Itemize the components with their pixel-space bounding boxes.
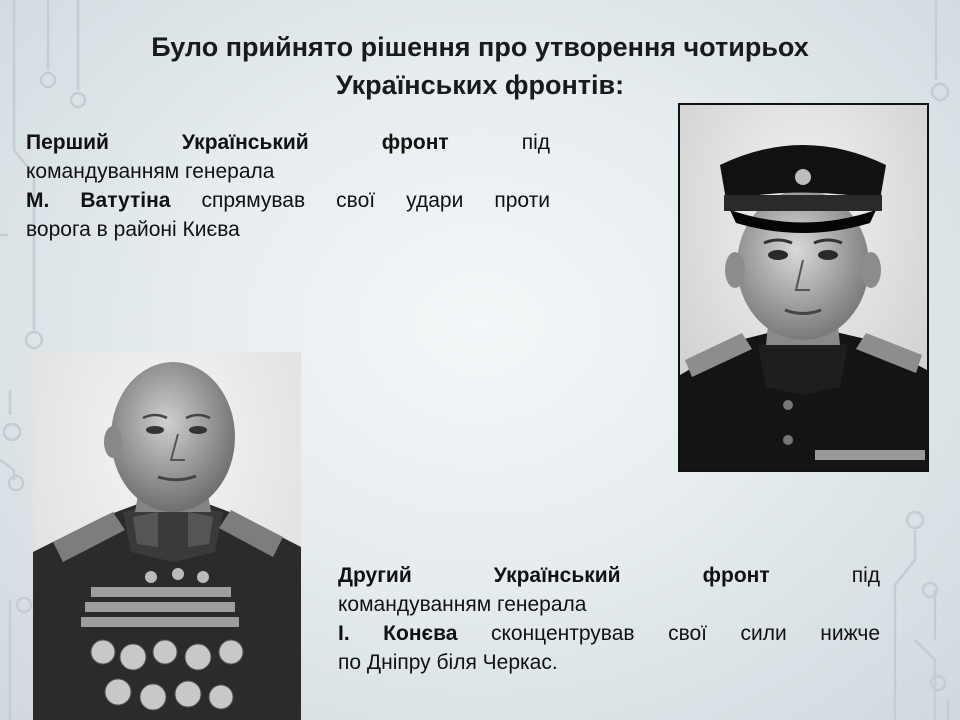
second-front-paragraph: [338, 561, 880, 677]
title-line-1: Було прийнято рішення про утворення чотирьох: [151, 32, 809, 62]
second-front-name: Другий Український фронт: [338, 564, 770, 587]
second-front-line-1: [338, 561, 880, 590]
first-front-line-1: [26, 128, 550, 157]
portrait-vatutin: [678, 103, 929, 472]
title-line-2: Українських фронтів:: [335, 70, 625, 100]
first-front-name-rest: під: [521, 131, 550, 154]
second-front-commander: І. Конєва: [338, 622, 458, 645]
first-front-line-4: ворога в районі Києва: [26, 218, 240, 241]
portrait-konev: [33, 352, 301, 720]
second-front-line-2: командуванням генерала: [338, 593, 587, 616]
first-front-line-3: [26, 186, 550, 215]
second-front-commander-rest: сконцентрував свої сили нижче: [490, 622, 881, 645]
second-front-line-3: [338, 619, 880, 648]
first-front-commander-rest: спрямував свої удари проти: [201, 189, 550, 212]
first-front-name: Перший Український фронт: [26, 131, 449, 154]
second-front-name-rest: під: [851, 564, 881, 587]
first-front-paragraph: [26, 128, 550, 244]
second-front-line-4: по Дніпру біля Черкас.: [338, 651, 558, 674]
first-front-line-2: командуванням генерала: [26, 160, 275, 183]
first-front-commander: М. Ватутіна: [26, 189, 171, 212]
slide-title: [60, 28, 900, 104]
